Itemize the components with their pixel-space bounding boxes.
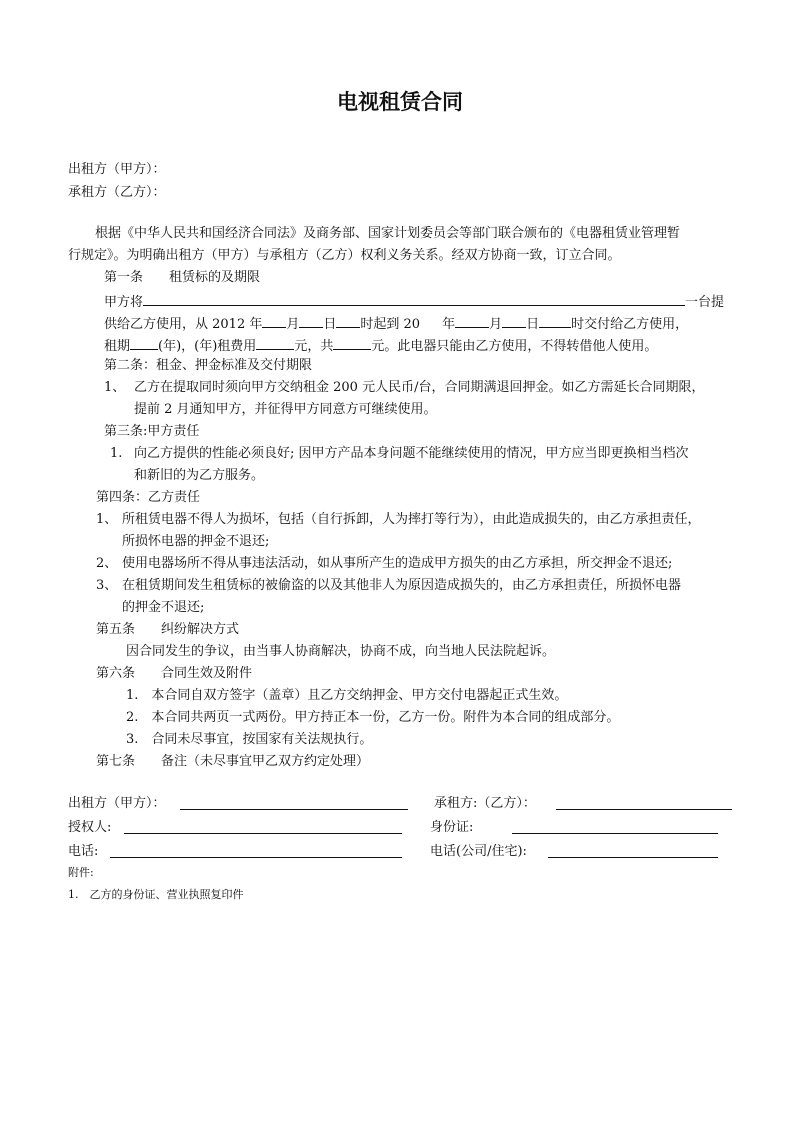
article6-heading: 第六条 合同生效及附件 bbox=[96, 666, 253, 681]
article3-heading: 第三条:甲方责任 bbox=[104, 424, 200, 439]
attachments-label: 附件: bbox=[68, 866, 94, 879]
contract-title: 电视租赁合同 bbox=[337, 90, 463, 114]
article1-text: 一台提 bbox=[685, 295, 725, 310]
article1-text: 供给乙方使用，从 2012 年 bbox=[104, 317, 263, 332]
article3-item1-line-1: 向乙方提供的性能必须良好; 因甲方产品本身问题不能继续使用的情况，甲方应当即更换相当档次 bbox=[134, 446, 689, 461]
item-name-blank[interactable] bbox=[143, 292, 685, 306]
article1-text: (年)，(年)租费用 bbox=[158, 339, 257, 354]
id-card-label: 身份证: bbox=[430, 820, 474, 835]
rent-blank[interactable] bbox=[256, 336, 294, 350]
authorized-label: 授权人: bbox=[68, 820, 112, 835]
article1-text: 租期 bbox=[104, 339, 131, 354]
article1-line-1 bbox=[104, 292, 724, 311]
article4-item1-line-2: 所损怀电器的押金不退还; bbox=[122, 534, 270, 549]
article1-line-3 bbox=[104, 336, 657, 355]
article2-item1-line-1: 乙方在提取同时须向甲方交纳租金 200 元人民币/台，合同期满退回押金。如乙方需延长合同期限， bbox=[134, 380, 705, 395]
start-day-blank[interactable] bbox=[299, 314, 323, 328]
end-day-blank[interactable] bbox=[502, 314, 526, 328]
sign-lessee-line[interactable] bbox=[556, 809, 732, 810]
article6-item-1: 1. 本合同自双方签字（盖章）且乙方交纳押金、甲方交付电器起正式生效。 bbox=[126, 688, 568, 703]
article1-text: 月 bbox=[489, 317, 503, 332]
phone-company-label: 电话(公司/住宅): bbox=[430, 844, 527, 859]
end-month-blank[interactable] bbox=[455, 314, 489, 328]
end-hour-blank[interactable] bbox=[539, 314, 571, 328]
article6-item-2: 2. 本合同共两页一式两份。甲方持正本一份，乙方一份。附件为本合同的组成部分。 bbox=[126, 710, 620, 725]
total-blank[interactable] bbox=[333, 336, 371, 350]
phone-company-line[interactable] bbox=[548, 857, 718, 858]
article4-item3-number: 3、 bbox=[96, 578, 118, 593]
start-hour-blank[interactable] bbox=[336, 314, 360, 328]
authorized-line[interactable] bbox=[124, 833, 402, 834]
article1-text: 元，共 bbox=[294, 339, 334, 354]
article2-item1-line-2: 提前 2 月通知甲方，并征得甲方同意方可继续使用。 bbox=[134, 402, 437, 417]
article6-item-3: 3. 合同未尽事宜，按国家有关法规执行。 bbox=[126, 732, 373, 747]
article3-item1-number: 1. bbox=[110, 446, 123, 461]
article2-heading: 第二条：租金、押金标准及交付期限 bbox=[104, 358, 313, 373]
article1-heading: 第一条 租赁标的及期限 bbox=[104, 270, 261, 285]
article7-heading: 第七条 备注（未尽事宜甲乙双方约定处理） bbox=[96, 754, 370, 769]
sign-lessor-line[interactable] bbox=[180, 809, 408, 810]
article1-text: 时起到 20 bbox=[360, 317, 421, 332]
lessor-label: 出租方（甲方）： bbox=[68, 162, 166, 177]
sign-lessee-label: 承租方:（乙方）： bbox=[434, 796, 536, 811]
article4-heading: 第四条：乙方责任 bbox=[96, 490, 201, 505]
article4-item3-line-2: 的押金不退还; bbox=[122, 600, 205, 615]
article5-body: 因合同发生的争议，由当事人协商解决，协商不成，向当地人民法院起诉。 bbox=[126, 644, 556, 659]
article4-item1-line-1: 所租赁电器不得人为损坏，包括（自行拆卸，人为摔打等行为），由此造成损失的，由乙方承担责任， bbox=[122, 512, 701, 527]
preamble-line-1: 根据《中华人民共和国经济合同法》及商务部、国家计划委员会等部门联合颁布的《电器租赁业管理暂 bbox=[95, 226, 681, 241]
article1-text: 元。此电器只能由乙方使用，不得转借他人使用。 bbox=[371, 339, 658, 354]
term-blank[interactable] bbox=[130, 336, 158, 350]
article1-text: 日 bbox=[526, 317, 540, 332]
sign-lessor-label: 出租方（甲方）： bbox=[68, 796, 166, 811]
article4-item1-number: 1、 bbox=[96, 512, 118, 527]
preamble-line-2: 行规定》。为明确出租方（甲方）与承租方（乙方）权利义务关系。经双方协商一致，订立合同。 bbox=[68, 248, 621, 263]
phone-label: 电话: bbox=[68, 844, 99, 859]
id-card-line[interactable] bbox=[512, 833, 718, 834]
article3-item1-line-2: 和新旧的为乙方服务。 bbox=[134, 468, 265, 483]
article1-text: 月 bbox=[286, 317, 300, 332]
article1-text: 时交付给乙方使用， bbox=[571, 317, 689, 332]
article5-heading: 第五条 纠纷解决方式 bbox=[96, 622, 240, 637]
article2-item1-number: 1、 bbox=[104, 380, 126, 395]
article4-item2-line-1: 使用电器场所不得从事违法活动，如从事所产生的造成甲方损失的由乙方承担，所交押金不退还; bbox=[122, 556, 673, 571]
article1-line-2 bbox=[104, 314, 688, 333]
article4-item2-number: 2、 bbox=[96, 556, 118, 571]
phone-line[interactable] bbox=[110, 857, 402, 858]
article1-text: 日 bbox=[323, 317, 337, 332]
start-month-blank[interactable] bbox=[262, 314, 286, 328]
article4-item3-line-1: 在租赁期间发生租赁标的被偷盗的以及其他非人为原因造成损失的，由乙方承担责任，所损怀电器 bbox=[122, 578, 682, 593]
article1-text: 甲方将 bbox=[104, 295, 144, 310]
article1-text: 年 bbox=[442, 317, 456, 332]
lessee-label: 承租方（乙方）： bbox=[68, 185, 166, 200]
attachment-item-1: 1. 乙方的身份证、营业执照复印件 bbox=[68, 888, 244, 901]
